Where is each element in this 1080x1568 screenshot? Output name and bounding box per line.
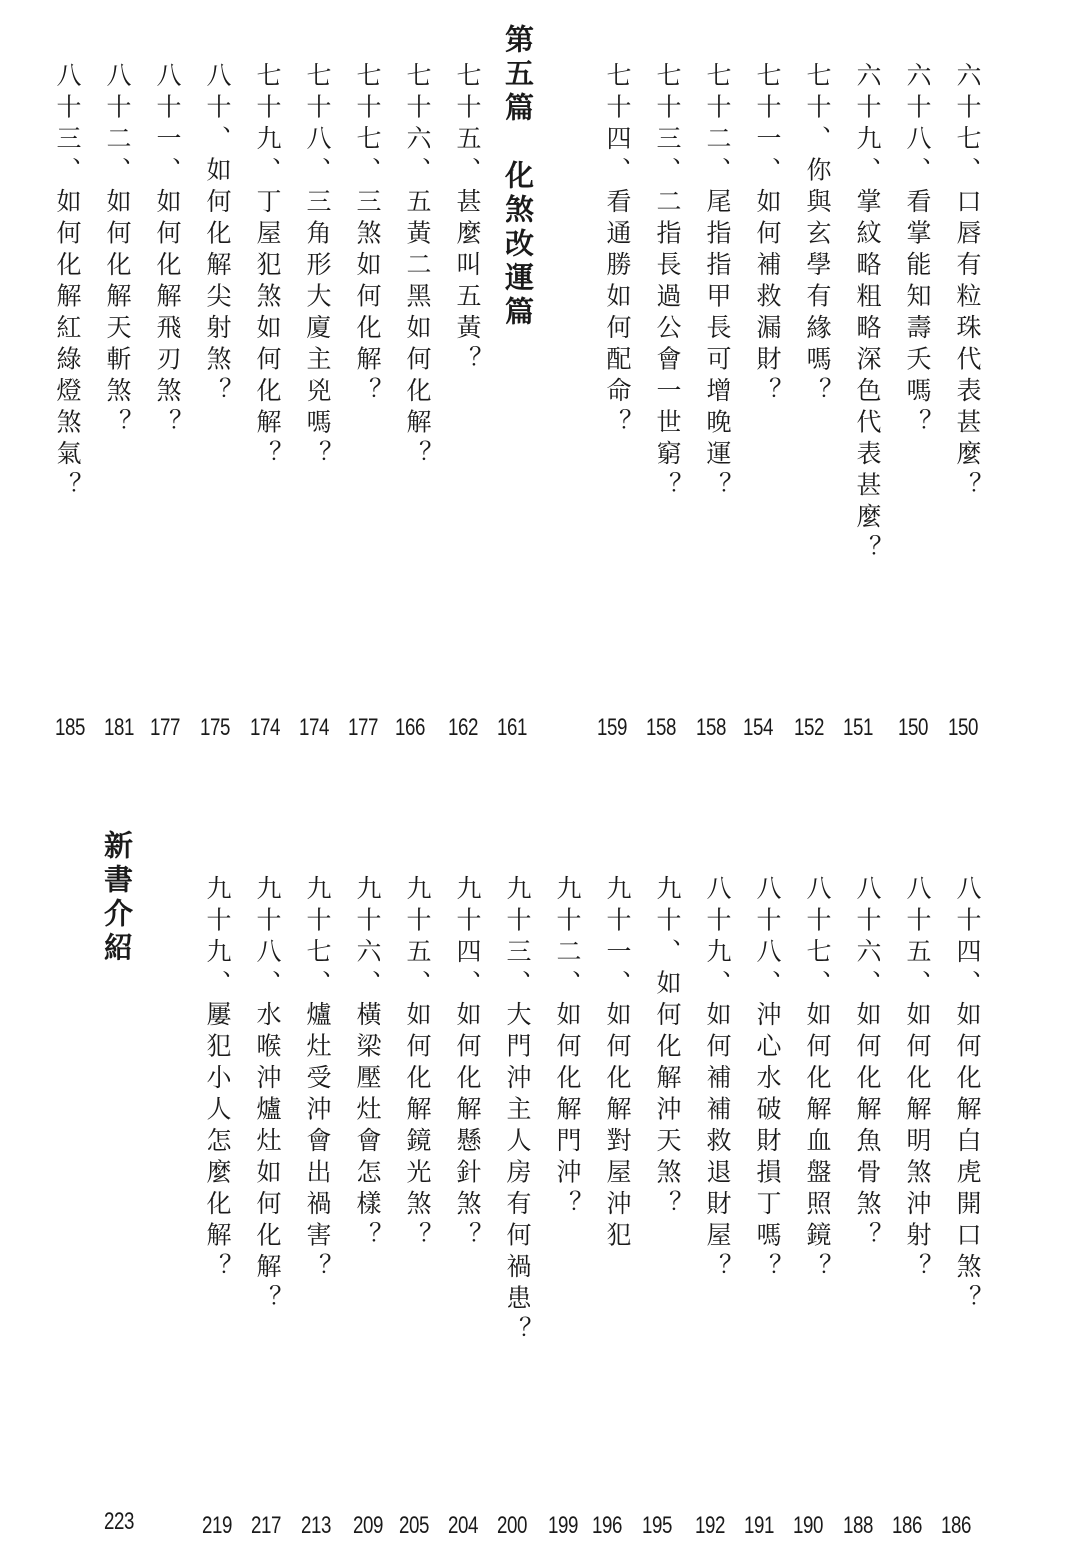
page-number: 190	[792, 1512, 824, 1539]
toc-entry[interactable]: 七十六、五黃二黑如何化解？	[403, 62, 432, 472]
toc-entry[interactable]: 八十六、如何化解魚骨煞？	[853, 875, 882, 1253]
page-number: 223	[103, 1508, 135, 1535]
toc-entry[interactable]: 七十二、尾指指甲長可增晚運？	[703, 62, 732, 503]
toc-entry[interactable]: 八十一、如何化解飛刃煞？	[153, 62, 182, 440]
toc-entry[interactable]: 九十九、屢犯小人怎麼化解？	[203, 875, 232, 1285]
page-number: 154	[742, 714, 774, 741]
toc-entry[interactable]: 七十八、三角形大廈主兇嗎？	[303, 62, 332, 472]
toc-entry[interactable]: 九十五、如何化解鏡光煞？	[403, 875, 432, 1253]
toc-entry[interactable]: 九十四、如何化解懸針煞？	[453, 875, 482, 1253]
page-number: 196	[591, 1512, 623, 1539]
page-number: 177	[347, 714, 379, 741]
section-heading[interactable]: 新書介紹	[100, 830, 134, 966]
page-number: 191	[743, 1512, 775, 1539]
page-number: 200	[496, 1512, 528, 1539]
page-number: 150	[897, 714, 929, 741]
toc-entry[interactable]: 八十九、如何補補救退財屋？	[703, 875, 732, 1285]
page-number: 205	[398, 1512, 430, 1539]
page-number: 181	[103, 714, 135, 741]
toc-entry[interactable]: 八十五、如何化解明煞沖射？	[903, 875, 932, 1285]
toc-entry[interactable]: 六十九、掌紋略粗略深色代表甚麼？	[853, 62, 882, 566]
page-number: 174	[298, 714, 330, 741]
page-number: 213	[300, 1512, 332, 1539]
page-number: 152	[793, 714, 825, 741]
page-number: 158	[645, 714, 677, 741]
toc-entry[interactable]: 七十七、三煞如何化解？	[353, 62, 382, 409]
toc-entry[interactable]: 九十三、大門沖主人房有何禍患？	[503, 875, 532, 1348]
page-number: 204	[447, 1512, 479, 1539]
page-number: 151	[842, 714, 874, 741]
page-number: 188	[842, 1512, 874, 1539]
toc-entry[interactable]: 八十八、沖心水破財損丁嗎？	[753, 875, 782, 1285]
toc-entry[interactable]: 七十四、看通勝如何配命？	[603, 62, 632, 440]
toc-entry[interactable]: 九十二、如何化解門沖？	[553, 875, 582, 1222]
toc-entry[interactable]: 八十二、如何化解天斬煞？	[103, 62, 132, 440]
toc-entry[interactable]: 七十九、丁屋犯煞如何化解？	[253, 62, 282, 472]
toc-entry[interactable]: 七十一、如何補救漏財？	[753, 62, 782, 409]
section-heading: 第五篇 化煞改運篇	[501, 24, 535, 330]
page-number: 185	[54, 714, 86, 741]
toc-entry[interactable]: 七十三、二指長過公會一世窮？	[653, 62, 682, 503]
page-number: 159	[596, 714, 628, 741]
toc-entry[interactable]: 九十八、水喉沖爐灶如何化解？	[253, 875, 282, 1316]
toc-entry[interactable]: 八十三、如何化解紅綠燈煞氣？	[53, 62, 82, 503]
page-number: 161	[496, 714, 528, 741]
toc-entry[interactable]: 九十一、如何化解對屋沖犯	[603, 875, 632, 1253]
toc-entry[interactable]: 九十七、爐灶受沖會出禍害？	[303, 875, 332, 1285]
page-number: 174	[249, 714, 281, 741]
toc-entry[interactable]: 八十、如何化解尖射煞？	[203, 62, 232, 409]
toc-entry[interactable]: 六十八、看掌能知壽夭嗎？	[903, 62, 932, 440]
page-number: 195	[641, 1512, 673, 1539]
toc-entry[interactable]: 七十五、甚麼叫五黃？	[453, 62, 482, 377]
page-number: 162	[447, 714, 479, 741]
toc-entry[interactable]: 九十六、橫梁壓灶會怎樣？	[353, 875, 382, 1253]
page-number: 150	[947, 714, 979, 741]
page-number: 166	[394, 714, 426, 741]
page-number: 219	[201, 1512, 233, 1539]
page-number: 209	[352, 1512, 384, 1539]
page-number: 158	[695, 714, 727, 741]
toc-entry[interactable]: 九十、如何化解沖天煞？	[653, 875, 682, 1222]
page-number: 186	[891, 1512, 923, 1539]
page-number: 217	[250, 1512, 282, 1539]
toc-entry[interactable]: 七十、你與玄學有緣嗎？	[803, 62, 832, 409]
toc-entry[interactable]: 八十四、如何化解白虎開口煞？	[953, 875, 982, 1316]
toc-entry[interactable]: 六十七、口唇有粒珠代表甚麼？	[953, 62, 982, 503]
page-number: 186	[940, 1512, 972, 1539]
toc-entry[interactable]: 八十七、如何化解血盤照鏡？	[803, 875, 832, 1285]
page-number: 175	[199, 714, 231, 741]
page-number: 192	[694, 1512, 726, 1539]
page-number: 177	[149, 714, 181, 741]
page-number: 199	[547, 1512, 579, 1539]
